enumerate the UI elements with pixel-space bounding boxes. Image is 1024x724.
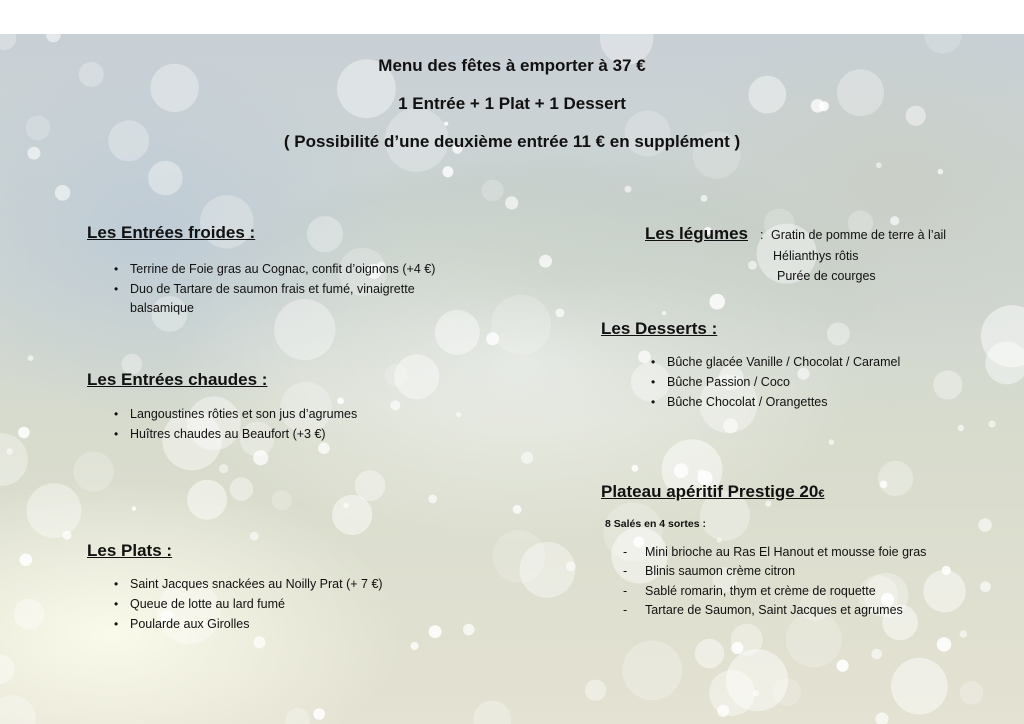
entree-froide-item: Terrine de Foie gras au Cognac, confit d’oignons (+4 €): [130, 262, 436, 276]
dash-icon: -: [623, 545, 628, 559]
plateau-title: Plateau apéritif Prestige 20: [601, 482, 819, 501]
plat-item: Saint Jacques snackées au Noilly Prat (+ 7 €): [130, 577, 383, 591]
bullet-icon: •: [114, 282, 119, 296]
plateau-currency: €: [818, 488, 825, 500]
bullet-icon: •: [114, 597, 119, 611]
bullet-icon: •: [651, 355, 656, 369]
plateau-subtitle: 8 Salés en 4 sortes :: [605, 518, 706, 530]
plateau-item: Sablé romarin, thym et crème de roquette: [645, 584, 876, 598]
entree-chaude-item: Huîtres chaudes au Beaufort (+3 €): [130, 427, 326, 441]
bullet-icon: •: [114, 407, 119, 421]
legume-item: Gratin de pomme de terre à l’ail: [771, 228, 947, 242]
menu-page: [0, 34, 1024, 724]
dash-icon: -: [623, 584, 628, 598]
plat-item: Queue de lotte au lard fumé: [130, 597, 285, 611]
plateau-item: Blinis saumon crème citron: [645, 564, 796, 578]
menu-content: [0, 34, 1024, 724]
dash-icon: -: [623, 603, 628, 617]
legumes-heading: Les légumes: [645, 224, 748, 243]
plat-item: Poularde aux Girolles: [130, 617, 250, 631]
bullet-icon: •: [114, 617, 119, 631]
entree-froide-item-continued: balsamique: [130, 301, 194, 315]
dessert-item: Bûche Passion / Coco: [667, 375, 790, 389]
entrees-froides-heading: Les Entrées froides :: [87, 223, 256, 242]
menu-title: Menu des fêtes à emporter à 37 €: [378, 56, 646, 75]
entree-chaude-item: Langoustines rôties et son jus d’agrumes: [130, 407, 358, 421]
legume-item: Hélianthys rôtis: [773, 249, 859, 263]
entrees-chaudes-heading: Les Entrées chaudes :: [87, 370, 268, 389]
dash-icon: -: [623, 564, 628, 578]
plateau-item: Tartare de Saumon, Saint Jacques et agrumes: [645, 603, 903, 617]
menu-supplement-note: ( Possibilité d’une deuxième entrée 11 € en supplément ): [283, 132, 741, 151]
entree-froide-item: Duo de Tartare de saumon frais et fumé, vinaigrette: [130, 282, 415, 296]
plats-heading: Les Plats :: [87, 541, 173, 560]
legumes-separator: :: [760, 228, 764, 242]
desserts-heading: Les Desserts :: [601, 319, 718, 338]
bullet-icon: •: [114, 577, 119, 591]
plateau-heading: [601, 482, 824, 502]
dessert-item: Bûche glacée Vanille / Chocolat / Caramel: [667, 355, 901, 369]
plateau-item: Mini brioche au Ras El Hanout et mousse foie gras: [645, 545, 927, 559]
bullet-icon: •: [651, 395, 656, 409]
dessert-item: Bûche Chocolat / Orangettes: [667, 395, 828, 409]
bullet-icon: •: [114, 427, 119, 441]
bullet-icon: •: [651, 375, 656, 389]
bullet-icon: •: [114, 262, 119, 276]
menu-formula: 1 Entrée + 1 Plat + 1 Dessert: [398, 94, 626, 113]
legume-item: Purée de courges: [777, 269, 876, 283]
